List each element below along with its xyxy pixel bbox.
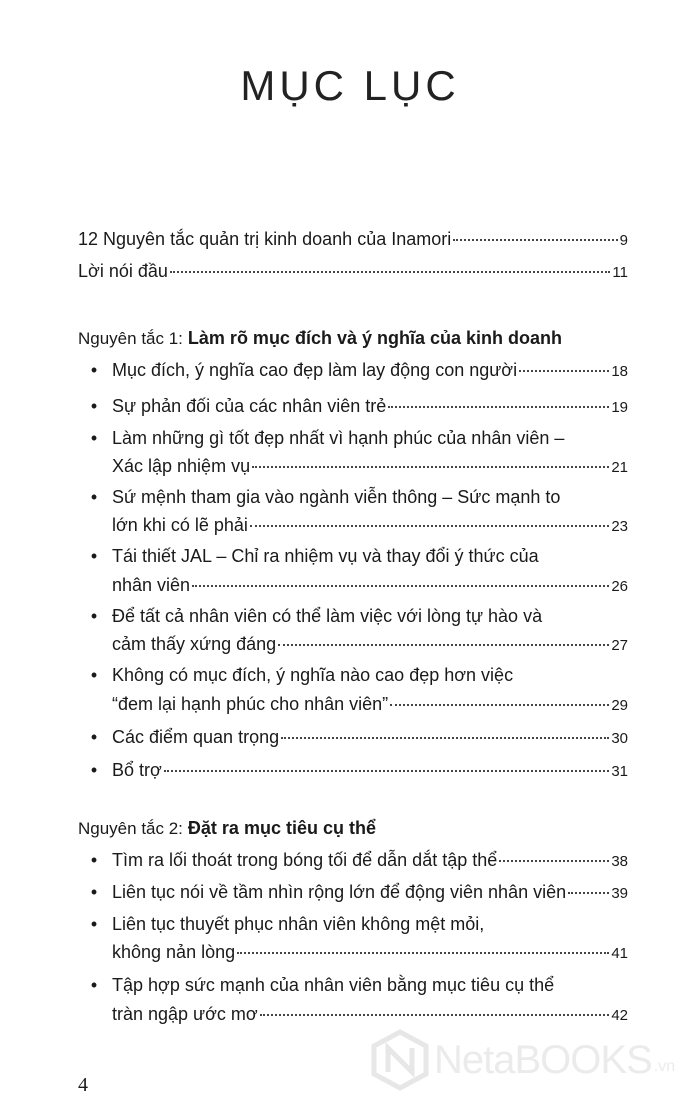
toc-item-page: 19	[611, 399, 628, 416]
toc-item-page: 23	[611, 518, 628, 535]
bullet-icon: •	[90, 487, 98, 507]
section-title: Làm rõ mục đích và ý nghĩa của kinh doanh	[187, 328, 562, 348]
toc-item-page: 30	[611, 730, 628, 747]
toc-item[interactable]	[112, 515, 628, 536]
toc-item-label: Xác lập nhiệm vụ	[112, 456, 251, 476]
leader-dots	[260, 1014, 610, 1016]
toc-item-label: Sự phản đối của các nhân viên trẻ	[112, 396, 387, 416]
toc-item-line-1[interactable]: Tái thiết JAL – Chỉ ra nhiệm vụ và thay đổi ý thức của	[112, 546, 539, 566]
bullet-icon: •	[90, 360, 98, 380]
toc-item-page: 29	[611, 697, 628, 714]
toc-item[interactable]	[112, 942, 628, 963]
leader-dots	[278, 644, 609, 646]
toc-item-page: 21	[611, 459, 628, 476]
page-title: MỤC LỤC	[240, 62, 460, 109]
bullet-icon: •	[90, 914, 98, 934]
toc-item-label: cảm thấy xứng đáng	[112, 634, 277, 654]
section-title: Đặt ra mục tiêu cụ thể	[187, 818, 376, 838]
toc-item-label: “đem lại hạnh phúc cho nhân viên”	[112, 694, 389, 714]
toc-item[interactable]	[112, 760, 628, 781]
toc-item-line-1[interactable]: Sứ mệnh tham gia vào ngành viễn thông – Sức mạnh to	[112, 487, 561, 507]
toc-item-label: Tìm ra lối thoát trong bóng tối để dẫn dắt tập thể	[112, 850, 498, 870]
toc-item[interactable]	[112, 575, 628, 596]
bullet-icon: •	[90, 850, 98, 870]
leader-dots	[237, 952, 609, 954]
toc-item-line-1[interactable]: Liên tục thuyết phục nhân viên không mệt mỏi,	[112, 914, 485, 934]
bullet-icon: •	[90, 760, 98, 780]
toc-entry-page: 11	[612, 264, 628, 281]
toc-item-page: 42	[611, 1007, 628, 1024]
toc-item[interactable]	[112, 396, 628, 417]
toc-item-label: Các điểm quan trọng	[112, 727, 280, 747]
toc-item-label: Mục đích, ý nghĩa cao đẹp làm lay động con người	[112, 360, 518, 380]
toc-item-label: nhân viên	[112, 575, 191, 595]
toc-item-page: 41	[611, 945, 628, 962]
toc-item[interactable]	[112, 850, 628, 871]
leader-dots	[499, 860, 609, 862]
toc-item[interactable]	[112, 634, 628, 655]
leader-dots	[568, 892, 609, 894]
toc-item-label: Liên tục nói về tầm nhìn rộng lớn để động viên nhân viên	[112, 882, 567, 902]
leader-dots	[170, 271, 611, 273]
toc-entry[interactable]	[78, 261, 628, 282]
toc-item-page: 39	[611, 885, 628, 902]
bullet-icon: •	[90, 882, 98, 902]
leader-dots	[281, 737, 609, 739]
watermark-suffix: .vn	[653, 1058, 676, 1075]
leader-dots	[192, 585, 609, 587]
leader-dots	[164, 770, 609, 772]
toc-item[interactable]	[112, 360, 628, 381]
bullet-icon: •	[90, 665, 98, 685]
toc-item[interactable]	[112, 456, 628, 477]
section-heading[interactable]	[78, 818, 376, 839]
toc-item-line-1[interactable]: Không có mục đích, ý nghĩa nào cao đẹp hơn việc	[112, 665, 514, 685]
leader-dots	[519, 370, 609, 372]
toc-entry-label: 12 Nguyên tắc quản trị kinh doanh của Inamori	[78, 229, 452, 249]
bullet-icon: •	[90, 428, 98, 448]
toc-entry-page: 9	[619, 232, 628, 249]
toc-item-line-1[interactable]: Để tất cả nhân viên có thể làm việc với lòng tự hào và	[112, 606, 543, 626]
leader-dots	[250, 525, 609, 527]
bullet-icon: •	[90, 396, 98, 416]
toc-entry[interactable]	[78, 229, 628, 250]
bullet-icon: •	[90, 606, 98, 626]
leader-dots	[390, 704, 609, 706]
bullet-icon: •	[90, 975, 98, 995]
section-heading[interactable]	[78, 328, 562, 349]
leader-dots	[388, 406, 609, 408]
toc-item-page: 38	[611, 853, 628, 870]
bullet-icon: •	[90, 546, 98, 566]
section-prefix: Nguyên tắc 2:	[78, 819, 183, 838]
page-number: 4	[78, 1074, 88, 1096]
toc-item-label: lớn khi có lẽ phải	[112, 515, 248, 535]
toc-item[interactable]	[112, 727, 628, 748]
toc-item-page: 26	[611, 578, 628, 595]
toc-item-label: tràn ngập ước mơ	[112, 1004, 258, 1024]
toc-item-line-1[interactable]: Làm những gì tốt đẹp nhất vì hạnh phúc của nhân viên –	[112, 428, 565, 448]
toc-item-line-1[interactable]: Tập hợp sức mạnh của nhân viên bằng mục tiêu cụ thể	[112, 975, 555, 995]
netabooks-logo-icon	[368, 1028, 432, 1092]
leader-dots	[453, 239, 617, 241]
toc-item-page: 18	[611, 363, 628, 380]
watermark-logo	[368, 1020, 688, 1100]
toc-item-page: 31	[611, 763, 628, 780]
section-prefix: Nguyên tắc 1:	[78, 329, 183, 348]
watermark-brand: NetaBOOKS	[434, 1037, 652, 1082]
leader-dots	[252, 466, 609, 468]
toc-item[interactable]	[112, 694, 628, 715]
toc-entry-label: Lời nói đầu	[78, 261, 168, 281]
toc-item-page: 27	[611, 637, 628, 654]
toc-item[interactable]	[112, 882, 628, 903]
bullet-icon: •	[90, 727, 98, 747]
toc-item-label: không nản lòng	[112, 942, 236, 962]
toc-item-label: Bổ trợ	[112, 760, 162, 780]
